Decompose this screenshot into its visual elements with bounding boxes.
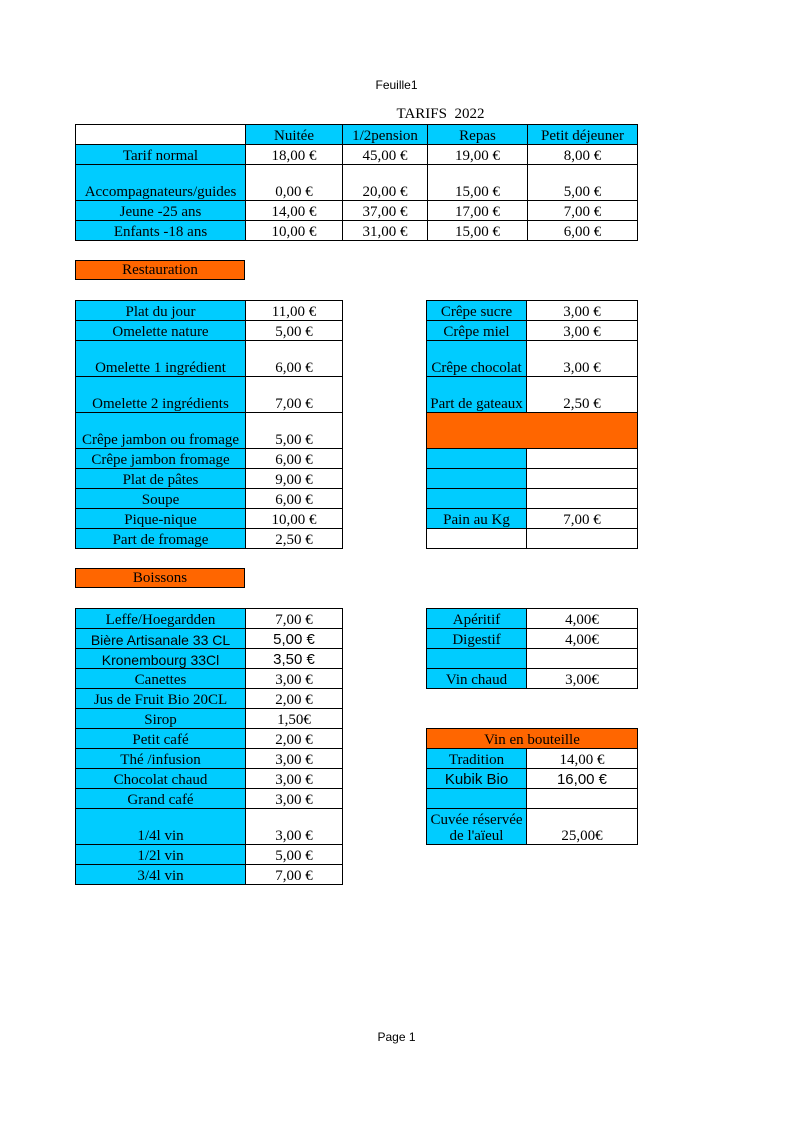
table-row	[76, 341, 343, 377]
price-cell: 15,00 €	[428, 165, 528, 201]
price-cell: 14,00 €	[246, 201, 343, 221]
item-label: Grand café	[76, 789, 246, 809]
table-row	[76, 165, 638, 201]
empty-label	[427, 489, 527, 509]
table-row	[76, 845, 343, 865]
table-row	[76, 769, 343, 789]
price-cell: 7,00 €	[246, 609, 343, 629]
price-cell: 6,00 €	[246, 341, 343, 377]
price-cell: 9,00 €	[246, 469, 343, 489]
table-row	[76, 709, 343, 729]
table-row	[76, 749, 343, 769]
table-row	[76, 201, 638, 221]
table-row	[427, 469, 638, 489]
table-row	[76, 789, 343, 809]
price-cell: 4,00€	[527, 629, 638, 649]
table-row	[427, 669, 638, 689]
item-label: Crêpe sucre	[427, 301, 527, 321]
item-label: Tradition	[427, 749, 527, 769]
item-label: Petit café	[76, 729, 246, 749]
price-cell: 4,00€	[527, 609, 638, 629]
row-label: Enfants -18 ans	[76, 221, 246, 241]
empty-price	[527, 449, 638, 469]
item-label: 1/4l vin	[76, 809, 246, 845]
table-row	[76, 729, 343, 749]
empty-label	[427, 529, 527, 549]
row-label: Accompagnateurs/guides	[76, 165, 246, 201]
item-label: Canettes	[76, 669, 246, 689]
item-label: Jus de Fruit Bio 20CL	[76, 689, 246, 709]
price-cell: 3,00 €	[246, 809, 343, 845]
item-label: Plat du jour	[76, 301, 246, 321]
table-row	[427, 449, 638, 469]
price-cell: 10,00 €	[246, 509, 343, 529]
table-row	[76, 809, 343, 845]
price-cell: 45,00 €	[343, 145, 428, 165]
table-row	[427, 749, 638, 769]
table-row	[76, 413, 343, 449]
price-cell: 14,00 €	[527, 749, 638, 769]
table-row	[76, 489, 343, 509]
price-cell: 2,00 €	[246, 729, 343, 749]
item-label: Thé /infusion	[76, 749, 246, 769]
price-cell: 17,00 €	[428, 201, 528, 221]
item-label: Omelette 2 ingrédients	[76, 377, 246, 413]
orange-separator	[427, 413, 638, 449]
table-row	[427, 377, 638, 413]
price-cell: 15,00 €	[428, 221, 528, 241]
table-row	[427, 413, 638, 449]
item-label: Part de fromage	[76, 529, 246, 549]
restauration-header: Restauration	[75, 260, 245, 280]
empty-label	[427, 449, 527, 469]
tarifs-header-empty	[76, 125, 246, 145]
row-label: Tarif normal	[76, 145, 246, 165]
item-label: Pain au Kg	[427, 509, 527, 529]
table-row	[76, 509, 343, 529]
price-cell: 19,00 €	[428, 145, 528, 165]
item-label: Vin chaud	[427, 669, 527, 689]
item-label: Sirop	[76, 709, 246, 729]
price-cell: 31,00 €	[343, 221, 428, 241]
price-cell: 3,50 €	[246, 649, 343, 669]
price-cell: 8,00 €	[528, 145, 638, 165]
item-label: 1/2l vin	[76, 845, 246, 865]
item-label: Kubik Bio	[427, 769, 527, 789]
empty-label	[427, 649, 527, 669]
price-cell: 3,00 €	[527, 321, 638, 341]
item-label: Plat de pâtes	[76, 469, 246, 489]
price-cell: 7,00 €	[528, 201, 638, 221]
item-label: Kronembourg 33Cl	[76, 649, 246, 669]
price-cell: 5,00 €	[246, 321, 343, 341]
vin-bouteille-header: Vin en bouteille	[427, 729, 638, 749]
document-title: TARIFS 2022	[396, 106, 485, 122]
table-row	[427, 489, 638, 509]
table-row	[76, 865, 343, 885]
table-row	[76, 321, 343, 341]
item-label: Apéritif	[427, 609, 527, 629]
tarifs-table	[75, 124, 638, 241]
empty-price	[527, 649, 638, 669]
tarifs-header-nuitee: Nuitée	[246, 125, 343, 145]
tarifs-header-row	[76, 125, 638, 145]
item-label: Crêpe jambon ou fromage	[76, 413, 246, 449]
price-cell: 3,00 €	[527, 301, 638, 321]
price-cell: 5,00 €	[246, 413, 343, 449]
table-row	[76, 669, 343, 689]
table-row	[427, 769, 638, 789]
table-row	[76, 609, 343, 629]
table-row	[427, 609, 638, 629]
item-label: Chocolat chaud	[76, 769, 246, 789]
price-cell: 11,00 €	[246, 301, 343, 321]
item-label: Leffe/Hoegardden	[76, 609, 246, 629]
table-row	[76, 649, 343, 669]
price-cell: 7,00 €	[246, 377, 343, 413]
item-label: Crêpe chocolat	[427, 341, 527, 377]
boissons-table-right	[426, 608, 638, 689]
table-row	[427, 529, 638, 549]
table-row	[76, 221, 638, 241]
price-cell: 6,00 €	[246, 449, 343, 469]
table-row	[427, 629, 638, 649]
price-cell: 16,00 €	[527, 769, 638, 789]
table-row	[76, 629, 343, 649]
empty-price	[527, 469, 638, 489]
table-row	[427, 341, 638, 377]
price-cell: 2,00 €	[246, 689, 343, 709]
empty-price	[527, 529, 638, 549]
price-cell: 3,00 €	[527, 341, 638, 377]
vin-bouteille-table	[426, 728, 638, 845]
price-cell: 5,00 €	[528, 165, 638, 201]
item-label: 3/4l vin	[76, 865, 246, 885]
table-row	[427, 321, 638, 341]
table-row	[76, 469, 343, 489]
price-cell: 25,00€	[527, 809, 638, 845]
price-cell: 18,00 €	[246, 145, 343, 165]
empty-label	[427, 789, 527, 809]
table-row	[427, 509, 638, 529]
price-cell: 0,00 €	[246, 165, 343, 201]
table-row	[427, 729, 638, 749]
price-cell: 7,00 €	[246, 865, 343, 885]
empty-price	[527, 489, 638, 509]
table-row	[76, 145, 638, 165]
price-cell: 3,00€	[527, 669, 638, 689]
price-cell: 10,00 €	[246, 221, 343, 241]
item-label: Bière Artisanale 33 CL	[76, 629, 246, 649]
tarifs-header-repas: Repas	[428, 125, 528, 145]
price-cell: 6,00 €	[246, 489, 343, 509]
table-row	[76, 529, 343, 549]
price-cell: 1,50€	[246, 709, 343, 729]
sheet-title: Feuille1	[375, 78, 418, 92]
item-label: Digestif	[427, 629, 527, 649]
table-row	[76, 689, 343, 709]
restauration-table-left	[75, 300, 343, 549]
item-label: Omelette nature	[76, 321, 246, 341]
price-cell: 6,00 €	[528, 221, 638, 241]
price-cell: 20,00 €	[343, 165, 428, 201]
price-cell: 37,00 €	[343, 201, 428, 221]
table-row	[427, 789, 638, 809]
item-label: Pique-nique	[76, 509, 246, 529]
table-row	[76, 301, 343, 321]
item-label: Omelette 1 ingrédient	[76, 341, 246, 377]
price-cell: 5,00 €	[246, 845, 343, 865]
item-label: Crêpe jambon fromage	[76, 449, 246, 469]
item-label: Part de gateaux	[427, 377, 527, 413]
table-row	[427, 649, 638, 669]
tarifs-header-demi-pension: 1/2pension	[343, 125, 428, 145]
row-label: Jeune -25 ans	[76, 201, 246, 221]
price-cell: 2,50 €	[246, 529, 343, 549]
price-cell: 3,00 €	[246, 789, 343, 809]
item-label: Soupe	[76, 489, 246, 509]
boissons-header: Boissons	[75, 568, 245, 588]
price-cell: 3,00 €	[246, 769, 343, 789]
page-footer: Page 1	[377, 1030, 416, 1044]
table-row	[427, 809, 638, 845]
empty-price	[527, 789, 638, 809]
table-row	[427, 301, 638, 321]
restauration-table-right	[426, 300, 638, 549]
price-cell: 3,00 €	[246, 669, 343, 689]
empty-label	[427, 469, 527, 489]
item-label: Crêpe miel	[427, 321, 527, 341]
price-cell: 7,00 €	[527, 509, 638, 529]
table-row	[76, 377, 343, 413]
tarifs-header-petit-dejeuner: Petit déjeuner	[528, 125, 638, 145]
price-cell: 2,50 €	[527, 377, 638, 413]
price-cell: 5,00 €	[246, 629, 343, 649]
item-label: Cuvée réservée de l'aïeul	[427, 809, 527, 845]
table-row	[76, 449, 343, 469]
boissons-table-left	[75, 608, 343, 885]
price-cell: 3,00 €	[246, 749, 343, 769]
